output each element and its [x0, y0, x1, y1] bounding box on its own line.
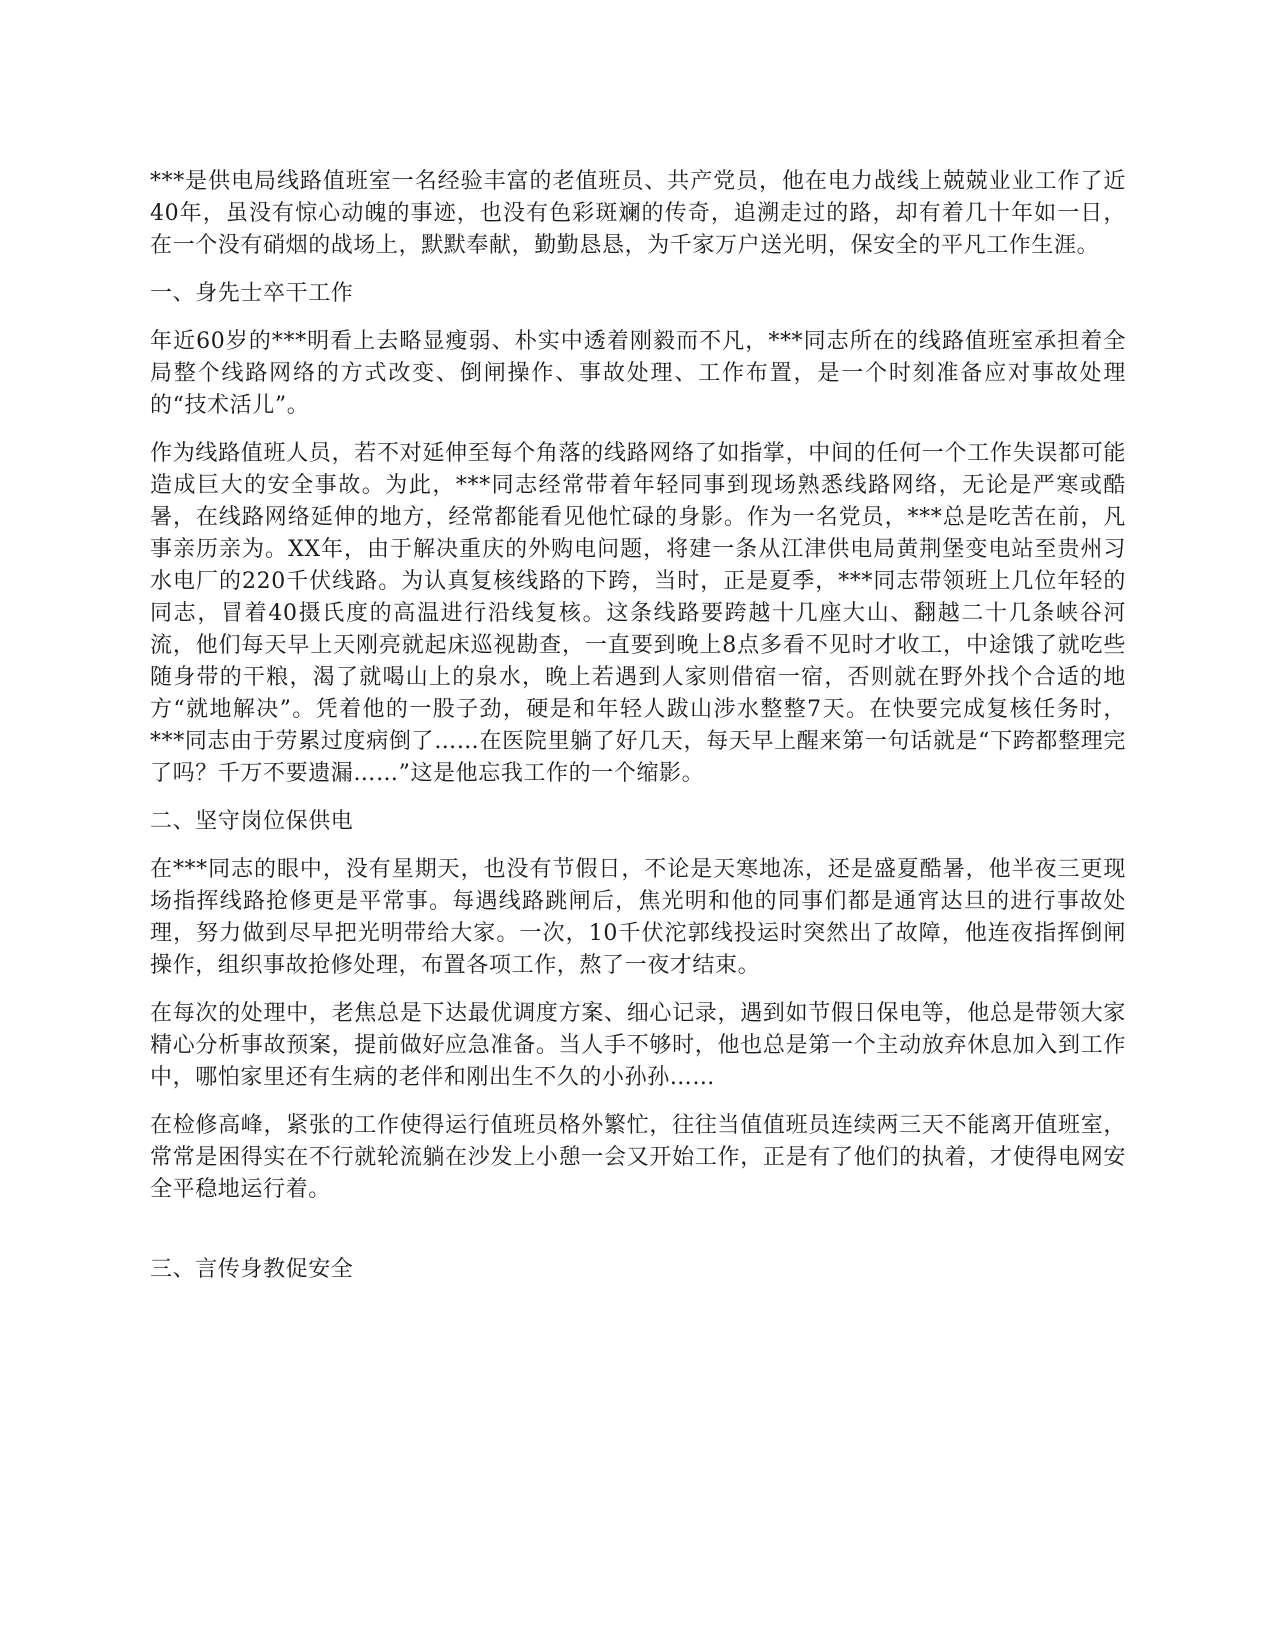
body-paragraph: 在检修高峰，紧张的工作使得运行值班员格外繁忙，往往当值值班员连续两三天不能离开值班室，常常是困得实在不行就轮流躺在沙发上小憩一会又开始工作，正是有了他们的执着，才使得电网安全平稳地运行着。	[150, 1113, 1126, 1202]
intro-paragraph: ***是供电局线路值班室一名经验丰富的老值班员、共产党员，他在电力战线上兢兢业业工作了近40年，虽没有惊心动魄的事迹，也没有色彩斑斓的传奇，追溯走过的路，却有着几十年如一日，在一个没有硝烟的战场上，默默奉献，勤勤恳恳，为千家万户送光明，保安全的平凡工作生涯。	[150, 169, 1126, 258]
section-heading-1: 一、身先士卒干工作	[150, 281, 354, 306]
body-paragraph: 年近60岁的***明看上去略显瘦弱、朴实中透着刚毅而不凡，***同志所在的线路值班室承担着全局整个线路网络的方式改变、倒闸操作、事故处理、工作布置，是一个时刻准备应对事故处理的“技术活儿”。	[150, 329, 1126, 418]
body-paragraph: 在***同志的眼中，没有星期天，也没有节假日，不论是天寒地冻，还是盛夏酷暑，他半夜三更现场指挥线路抢修更是平常事。每遇线路跳闸后，焦光明和他的同事们都是通宵达旦的进行事故处理，努力做到尽早把光明带给大家。一次，10千伏沱郭线投运时突然出了故障，他连夜指挥倒闸操作，组织事故抢修处理，布置各项工作，熬了一夜才结束。	[150, 857, 1126, 978]
body-paragraph: 作为线路值班人员，若不对延伸至每个角落的线路网络了如指掌，中间的任何一个工作失误都可能造成巨大的安全事故。为此，***同志经常带着年轻同事到现场熟悉线路网络，无论是严寒或酷暑，在线路网络延伸的地方，经常都能看见他忙碌的身影。作为一名党员，***总是吃苦在前，凡事亲历亲为。XX年，由于解决重庆的外购电问题，将建一条从江津供电局黄荆堡变电站至贵州习水电厂的220千伏线路。为认真复核线路的下跨，当时，正是夏季，***同志带领班上几位年轻的同志，冒着40摄氏度的高温进行沿线复核。这条线路要跨越十几座大山、翻越二十几条峡谷河流，他们每天早上天刚亮就起床巡视勘查，一直要到晚上8点多看不见时才收工，中途饿了就吃些随身带的干粮，渴了就喝山上的泉水，晚上若遇到人家则借宿一宿，否则就在野外找个合适的地方“就地解决”。凭着他的一股子劲，硬是和年轻人跋山涉水整整7天。在快要完成复核任务时，***同志由于劳累过度病倒了……在医院里躺了好几天，每天早上醒来第一句话就是“下跨都整理完了吗？千万不要遗漏……”这是他忘我工作的一个缩影。	[150, 441, 1126, 786]
document-page	[150, 166, 1126, 1302]
body-paragraph: 在每次的处理中，老焦总是下达最优调度方案、细心记录，遇到如节假日保电等，他总是带领大家精心分析事故预案，提前做好应急准备。当人手不够时，他也总是第一个主动放弃休息加入到工作中，哪怕家里还有生病的老伴和刚出生不久的小孙孙……	[150, 1001, 1126, 1090]
section-heading-2: 二、坚守岗位保供电	[150, 809, 354, 834]
section-heading-3: 三、言传身教促安全	[150, 1257, 354, 1282]
